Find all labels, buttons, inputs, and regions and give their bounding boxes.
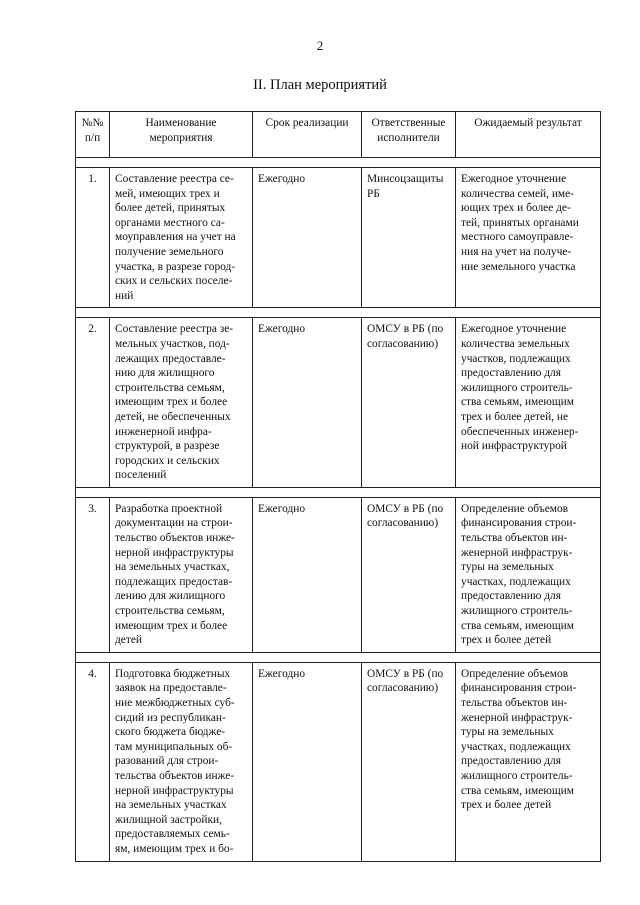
cell-num: 2. [76, 318, 110, 488]
cell-name: Составление реестра зе- мельных участков, под- лежащих предоставле- нию для жилищного строительства семьям, имеющим трех и более детей, не обеспеченных инженерной инфра- структурой, в разрезе городских и сельских поселений [110, 318, 253, 488]
cell-term: Ежегодно [253, 168, 362, 308]
cell-num: 1. [76, 168, 110, 308]
header-num: №№ п/п [76, 112, 110, 158]
row-separator [76, 158, 601, 168]
cell-name: Подготовка бюджетных заявок на предоставле- ние межбюджетных суб- сидий из республикан- ского бюджета бюдже- там муниципальных об- разований для строи- тельства объектов инже- нерной инфраструктуры на земельных участках жилищной застройки, предоставляемых семь- ям, имеющим трех и бо- [110, 662, 253, 861]
cell-term: Ежегодно [253, 662, 362, 861]
cell-num: 3. [76, 497, 110, 652]
section-title: II. План мероприятий [253, 77, 387, 93]
cell-responsible: ОМСУ в РБ (по согласованию) [362, 318, 456, 488]
header-responsible: Ответственные исполнители [362, 112, 456, 158]
cell-result: Ежегодное уточнение количества земельных участков, подлежащих предоставлению для жилищного строитель- ства семьям, имеющим трех и более детей, не обеспеченных инженер- ной инфраструктурой [456, 318, 601, 488]
header-term: Срок реализации [253, 112, 362, 158]
cell-term: Ежегодно [253, 497, 362, 652]
row-separator [76, 308, 601, 318]
cell-result: Определение объемов финансирования строи- тельства объектов ин- женерной инфраструк- туры на земельных участках, подлежащих предоставлению для жилищного строитель- ства семьям, имеющим трех и более детей [456, 497, 601, 652]
table-row [76, 662, 601, 861]
cell-name: Разработка проектной документации на строи- тельство объектов инже- нерной инфраструктуры на земельных участках, подлежащих предостав- лению для жилищного строительства семьям, имеющим трех и более детей [110, 497, 253, 652]
cell-responsible: ОМСУ в РБ (по согласованию) [362, 497, 456, 652]
cell-responsible: Минсоцзащиты РБ [362, 168, 456, 308]
table-row [76, 318, 601, 488]
cell-responsible: ОМСУ в РБ (по согласованию) [362, 662, 456, 861]
header-result: Ожидаемый результат [456, 112, 601, 158]
header-name: Наименование мероприятия [110, 112, 253, 158]
table-row [76, 497, 601, 652]
cell-num: 4. [76, 662, 110, 861]
table-header-row [76, 112, 601, 158]
page-number: 2 [316, 38, 324, 53]
row-separator [76, 487, 601, 497]
row-separator [76, 652, 601, 662]
table-row [76, 168, 601, 308]
cell-name: Составление реестра се- мей, имеющих трех и более детей, принятых органами местного са- моуправления на учет на получение земельного участка, в разрезе город- ских и сельских поселе- ний [110, 168, 253, 308]
cell-term: Ежегодно [253, 318, 362, 488]
cell-result: Определение объемов финансирования строи- тельства объектов ин- женерной инфраструк- туры на земельных участках, подлежащих предоставлению для жилищного строитель- ства семьям, имеющим трех и более детей [456, 662, 601, 861]
cell-result: Ежегодное уточнение количества семей, име- ющих трех и более де- тей, принятых органами местного самоуправле- ния на учет на получе- ние земельного участка [456, 168, 601, 308]
plan-table [75, 111, 601, 862]
